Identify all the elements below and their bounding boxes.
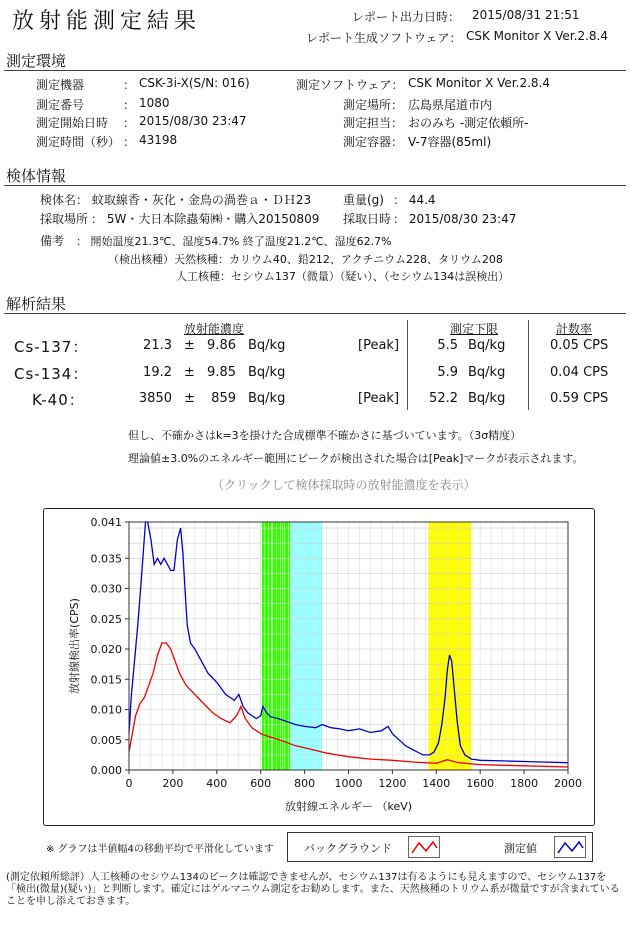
- activity-value: 19.2: [143, 365, 172, 380]
- sample-date-value: ： 2015/08/30 23:47: [393, 212, 517, 226]
- plus-minus: ±: [184, 391, 195, 406]
- limit-unit: Bq/kg: [468, 338, 506, 353]
- legend-measured-label: 測定値: [504, 842, 537, 855]
- x-tick-label: 0: [125, 777, 133, 790]
- y-tick-label: 0.030: [90, 582, 122, 596]
- plus-minus: ±: [184, 365, 195, 380]
- env-label: 測定開始日時: [36, 116, 109, 130]
- env-value: 広島県尾道市内: [408, 98, 493, 112]
- activity-error: 859: [211, 391, 236, 406]
- limit-value: 5.9: [437, 365, 458, 380]
- env-label: 測定番号: [36, 98, 85, 112]
- uncertainty-note: 但し、不確かさはk=3を掛けた合成標準不確かさに基づいています。（3σ精度）: [128, 429, 522, 442]
- y-axis-label: 放射線検出率(CPS): [68, 598, 81, 694]
- count-rate: 0.59 CPS: [550, 391, 609, 406]
- assessment-footnote: (測定依頼所総評）人工核種のセシウム134のピークは確認できませんが、セシウム137は有るようにも見えますので、セシウム137を「検出(微量)(疑い)」と判断します。確定にはゲルマニウム測定をお勧めします。また、天然核種のトリウム系が微量ですが含まれていることを申し添えておきます。: [6, 872, 620, 907]
- y-tick-label: 0.020: [90, 643, 122, 657]
- sample-place-value: ： 5W・大日本除蟲菊㈱・購入20150809: [91, 212, 320, 226]
- software-label: レポート生成ソフトウェア：: [306, 31, 462, 45]
- env-value: V-7容器(85ml): [408, 135, 492, 149]
- show-sampling-activity-link[interactable]: （クリックして検体採取時の放射能濃度を表示）: [212, 478, 476, 492]
- y-tick-label: 0.010: [90, 703, 122, 717]
- activity-unit: Bq/kg: [248, 391, 286, 406]
- software-value: CSK Monitor X Ver.2.8.4: [466, 29, 608, 43]
- sample-name-label: 検体名: [40, 193, 77, 207]
- x-tick-label: 1800: [510, 777, 539, 790]
- x-tick-label: 1200: [378, 777, 407, 790]
- legend-background-label: バックグラウンド: [304, 842, 392, 855]
- section-divider: [4, 313, 626, 314]
- activity-value: 3850: [138, 391, 172, 406]
- report-time-value: 2015/08/31 21:51: [472, 8, 580, 22]
- sample-notes-line1: ： 開始温度21.3℃、湿度54.7% 終了温度21.2℃、湿度62.7%: [76, 235, 392, 248]
- env-value: CSK-3i-X(S/N: 016): [139, 76, 250, 90]
- env-label: 測定時間（秒）: [36, 135, 121, 149]
- energy-band: [429, 522, 472, 770]
- plus-minus: ±: [184, 338, 195, 353]
- x-tick-label: 1000: [334, 777, 363, 790]
- sample-section-title: 検体情報: [6, 167, 67, 185]
- env-label: 測定機器: [36, 78, 85, 92]
- smoothing-note: ※ グラフは半値幅4の移動平均で平滑化しています: [46, 844, 274, 855]
- limit-unit: Bq/kg: [468, 365, 506, 380]
- activity-error: 9.86: [207, 338, 236, 353]
- activity-error: 9.85: [207, 365, 236, 380]
- page-title: 放射能測定結果: [12, 9, 202, 34]
- x-tick-label: 400: [206, 777, 228, 790]
- limit-unit: Bq/kg: [468, 391, 506, 406]
- col-activity-header: 放射能濃度: [184, 322, 245, 336]
- limit-value: 5.5: [437, 338, 458, 353]
- spectrum-chart: [43, 508, 595, 826]
- sample-weight-label: 重量(g): [343, 193, 384, 207]
- env-label: 測定容器：: [343, 135, 404, 149]
- x-tick-label: 200: [162, 777, 184, 790]
- sample-notes-label: 備考: [40, 234, 65, 248]
- y-tick-label: 0.035: [90, 552, 122, 566]
- y-tick-label: 0.041: [90, 516, 122, 529]
- env-value: CSK Monitor X Ver.2.8.4: [408, 76, 550, 90]
- legend-background-swatch: [408, 836, 440, 858]
- x-tick-label: 2000: [554, 777, 582, 790]
- nuclide-name: Cs-134：: [14, 365, 89, 383]
- results-section-title: 解析結果: [6, 295, 67, 313]
- env-label: 測定ソフトウェア：: [296, 78, 404, 92]
- environment-section-title: 測定環境: [6, 52, 67, 70]
- sample-notes-line3: 人工核種：セシウム137（微量）（疑い）、（セシウム134は誤検出）: [176, 270, 510, 283]
- x-axis-label: 放射線エネルギー （keV): [284, 800, 413, 813]
- y-tick-label: 0.015: [90, 673, 122, 687]
- column-divider: [528, 320, 529, 410]
- section-divider: [4, 185, 626, 186]
- chart-legend: [287, 832, 593, 862]
- activity-value: 21.3: [143, 338, 172, 353]
- env-sep: ：: [123, 98, 136, 112]
- x-tick-label: 1400: [422, 777, 451, 790]
- env-value: 43198: [139, 133, 178, 147]
- sample-notes-line2: （検出核種）天然核種：カリウム40、鉛212、アクチニウム228、タリウム208: [108, 253, 503, 266]
- activity-unit: Bq/kg: [248, 365, 286, 380]
- env-value: 2015/08/30 23:47: [139, 114, 247, 128]
- activity-unit: Bq/kg: [248, 338, 286, 353]
- column-divider: [407, 320, 408, 410]
- col-rate-header: 計数率: [556, 322, 593, 336]
- energy-band: [290, 522, 322, 770]
- env-value: おのみち -測定依頼所-: [408, 116, 529, 130]
- x-tick-label: 1600: [466, 777, 495, 790]
- limit-value: 52.2: [429, 391, 458, 406]
- x-tick-label: 600: [250, 777, 272, 790]
- nuclide-name: K-40：: [32, 391, 85, 409]
- env-sep: ：: [123, 116, 136, 130]
- env-label: 測定担当：: [343, 116, 404, 130]
- y-tick-label: 0.005: [90, 733, 122, 747]
- legend-measured-swatch: [554, 836, 586, 858]
- energy-band: [262, 522, 291, 770]
- spectrum-chart-svg: [44, 509, 594, 825]
- y-tick-label: 0.000: [90, 764, 122, 777]
- sample-date-label: 採取日時: [343, 212, 392, 226]
- env-sep: ：: [123, 135, 136, 149]
- sample-place-label: 採取場所: [40, 212, 89, 226]
- section-divider: [4, 70, 626, 71]
- report-time-label: レポート出力日時：: [352, 10, 461, 24]
- count-rate: 0.05 CPS: [550, 338, 609, 353]
- peak-mark: [Peak]: [358, 338, 400, 353]
- env-sep: ：: [123, 78, 136, 92]
- nuclide-name: Cs-137：: [14, 338, 89, 356]
- env-value: 1080: [139, 96, 170, 110]
- count-rate: 0.04 CPS: [550, 365, 609, 380]
- x-tick-label: 800: [294, 777, 316, 790]
- sample-weight-value: ： 44.4: [393, 193, 436, 207]
- peak-note: 理論値±3.0%のエネルギー範囲にピークが検出された場合は[Peak]マークが表示されます。: [128, 452, 584, 465]
- col-limit-header: 測定下限: [450, 322, 499, 336]
- peak-mark: [Peak]: [358, 391, 400, 406]
- y-tick-label: 0.025: [90, 612, 122, 626]
- sample-name-value: ： 蚊取線香・灰化・金鳥の渦巻ａ・ＤＨ23: [76, 193, 312, 207]
- env-label: 測定場所：: [343, 98, 404, 112]
